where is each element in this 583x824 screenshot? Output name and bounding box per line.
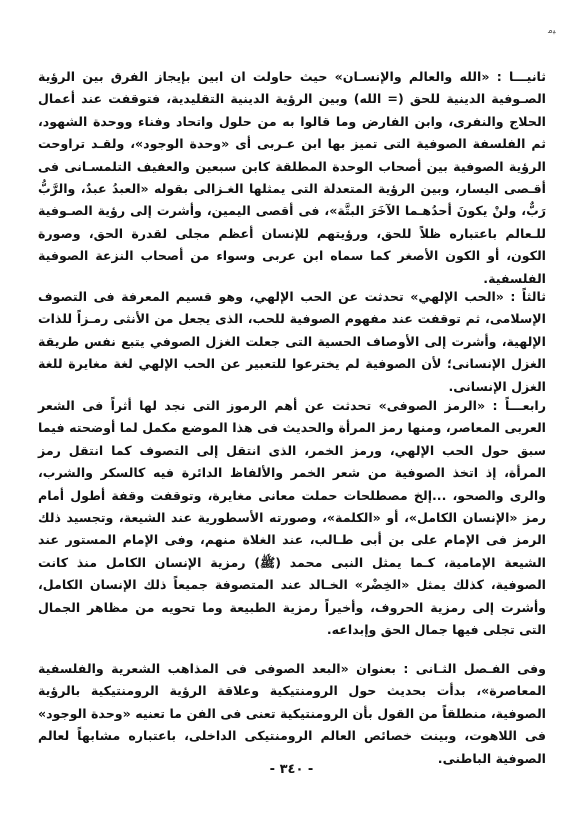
page-number: - ٣٤٠ -	[269, 762, 314, 777]
paragraph-1-lead: ثانيـــا :	[489, 69, 547, 84]
paragraph-3	[38, 395, 546, 641]
corner-mark: ﻴﻣ	[548, 26, 556, 36]
paragraph-4-lead: وفى الفـصل الثـانى :	[396, 661, 546, 676]
paragraph-2	[38, 286, 546, 398]
paragraph-1	[38, 66, 546, 290]
paragraph-2-text: «الحب الإلهي» تحدثت عن الحب الإلهي، وهو قسيم المعرفة فى التصوف الإسلامى، ثم توقفت عند مفهوم الصوفية للحب، الذى يجعل من الأنثى رمـزاً للذات الإلهية، وأشرت إلى الأوصاف الحسية التى جعلت الغزل الصوفي يتبع نفس طريقة الغزل الإنسانى؛ لأن الصوفية لم يخترعوا للتعبير عن الحب الإلهي لغة مغايرة للغة الغزل الإنسانى.	[38, 289, 546, 394]
paragraph-3-lead: رابعـــاً :	[485, 398, 546, 413]
paragraph-1-text: «الله والعالم والإنسـان» حيث حاولت ان ابين بإيجاز الفرق بين الرؤية الصـوفية الدينية للحق (= الله) وبين الرؤية الدينية التقليدية، فتوقفت عند أعمال الحلاج والنفرى، وابن الفارض وما قالوا به من حلول واتحاد وفناء ووحدة الشهود، ثم الفلسفة الصوفية التى تميز بها ابن عـربى أى «وحدة الوجود»، ولقـد تراوحت الرؤية الصوفية بين أصحاب الوحدة المطلقة كابن سبعين والعفيف التلمسـانى فى أقـصى اليسار، وبين الرؤية المتعدلة التى يمثلها الغـزالى بقوله «العبدُ عبدٌ، والرَّبُّ رَبٌّ، ولنْ يكونَ أحدُهـما الآخَرَ البتَّة»، فى أقصى اليمين، وأشرت إلى رؤية الصـوفية للـعالم باعتباره ظلاً للحق، ورؤيتهم للإنسان أعظم مجلى لقدرة الحق، وصورة الكون، أو الكون الأصغر كما سماه ابن عربى وسواء من أصحاب النزعة الصوفية الفلسفية.	[38, 69, 546, 286]
paragraph-4	[38, 658, 546, 770]
paragraph-3-text: «الرمز الصوفى» تحدثت عن أهم الرموز التى نجد لها أثراً فى الشعر العربى المعاصر، ومنها رمز المرأة والحديث فى هذا الموضع مكمل لما أوضحته فيما سبق حول الحب الإلهي، ورمز الخمر، الذى انتقل إلى التصوف كما انتقل رمز المرأة، إذ اتخذ الصوفية من شعر الخمر والألفاظ الدائرة فيه كالسكر والشرب، والرى والصحو، ...إلخ مصطلحات حملت معانى مغايرة، وتوقفت وقفة أطول أمام رمز «الإنسان الكامل»، أو «الكلمة»، وصورته الأسطورية عند الشيعة، وتجسيد ذلك الرمز فى الإمام على بن أبى طـالب، عند الغلاة منهم، وفى الإمام المستور عند الشيعة الإمامية، كـما يمثل النبى محمد (ﷺ) رمزية الإنسان الكامل منذ كانت الصوفية، كذلك يمثل «الخِضْر» الخـالد عند المتصوفة جميعاً ذلك الإنسان الكامل، وأشرت إلى رمزية الحروف، وأخيراً رمزية الطبيعة وما تحويه من مظاهر الجمال التى تجلى فيها جمال الحق وإبداعه.	[38, 398, 546, 638]
paragraph-4-text: بعنوان «البعد الصوفى فى المذاهب الشعرية والفلسفية المعاصرة»، بدأت بحديث حول الرومنتيكية وعلاقة الرؤية الرومنتيكية بالرؤية الصوفية، منطلقاً من القول بأن الرومنتيكية تعنى فى الفن ما تعنيه «وحدة الوجود» فى اللاهوت، وبينت خصائص العالم الرومنتيكى الداخلى، باعتباره مشابهاً لعالم الصوفية الباطنى.	[38, 661, 546, 766]
paragraph-2-lead: ثالثاً :	[503, 289, 546, 304]
